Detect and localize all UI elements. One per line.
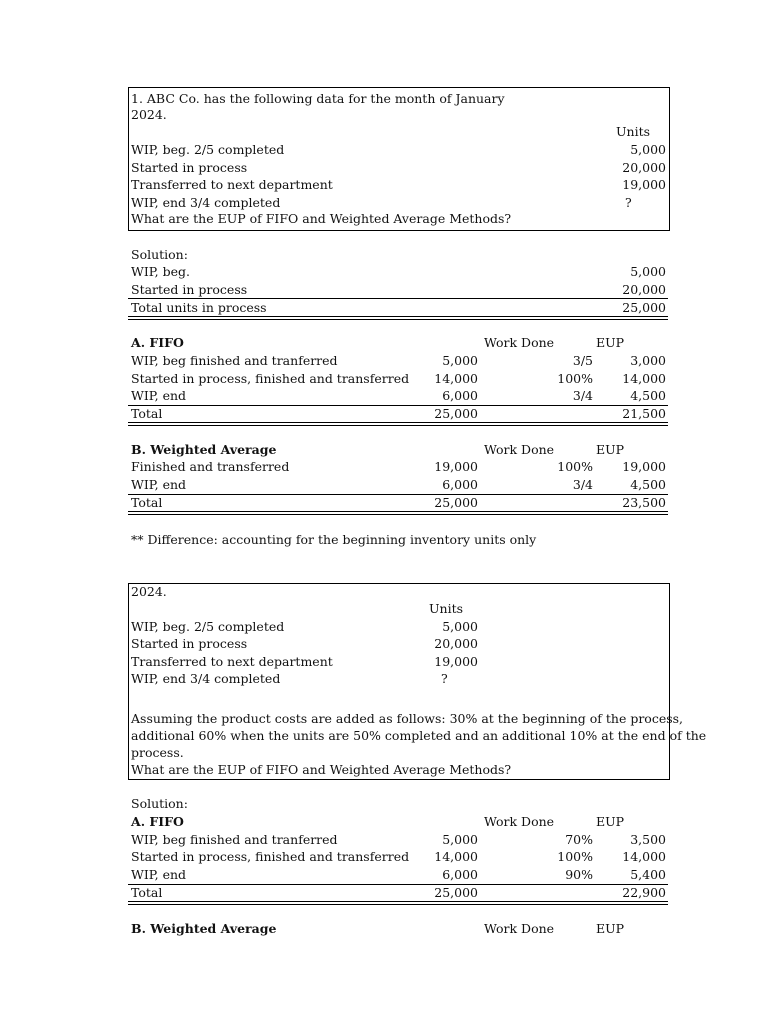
fifo-row-label: Started in process, finished and transferred: [131, 371, 410, 386]
wa-row-eup: 4,500: [630, 477, 666, 492]
fifo-row-eup: 4,500: [630, 388, 666, 403]
fifo-row-work: 70%: [565, 832, 593, 847]
fifo-row-eup: 3,000: [630, 353, 666, 368]
sol1-row-value: 20,000: [622, 282, 666, 297]
fifo-total-units: 25,000: [434, 885, 478, 900]
sol1-row-label: WIP, beg.: [131, 264, 190, 279]
eup-header: EUP: [596, 921, 625, 936]
eup-header: EUP: [596, 814, 625, 829]
problem-2-line-1: 2024.: [131, 584, 167, 599]
wa-row-label: WIP, end: [131, 477, 187, 492]
double-underline: [128, 316, 668, 320]
fifo-row-label: WIP, beg finished and tranferred: [131, 353, 338, 368]
difference-note: ** Difference: accounting for the beginning inventory units only: [131, 532, 537, 547]
double-underline: [128, 901, 668, 905]
fifo-row-work: 3/4: [572, 388, 593, 403]
q2-row-label: Started in process: [131, 636, 248, 651]
wa-total-label: Total: [131, 495, 163, 510]
eup-header: EUP: [596, 442, 625, 457]
fifo-row-eup: 14,000: [622, 849, 666, 864]
wa-title: B. Weighted Average: [131, 921, 277, 936]
fifo-row-work: 90%: [565, 867, 593, 882]
problem-2-paragraph: process.: [131, 745, 184, 760]
sol1-row-label: Started in process: [131, 282, 248, 297]
q2-row-label: Transferred to next department: [131, 654, 333, 669]
q1-row-label: WIP, end 3/4 completed: [131, 195, 281, 210]
fifo-title: A. FIFO: [131, 335, 184, 350]
divider: [128, 298, 668, 299]
q1-row-value: 5,000: [630, 142, 666, 157]
eup-header: EUP: [596, 335, 625, 350]
wa-row-eup: 19,000: [622, 459, 666, 474]
fifo-total-label: Total: [131, 885, 163, 900]
wa-title: B. Weighted Average: [131, 442, 277, 457]
q1-row-label: Transferred to next department: [131, 177, 333, 192]
q2-row-value: 20,000: [434, 636, 478, 651]
sol1-total-label: Total units in process: [131, 300, 267, 315]
wa-row-units: 19,000: [434, 459, 478, 474]
fifo-row-work: 100%: [557, 371, 593, 386]
fifo-row-units: 5,000: [442, 353, 478, 368]
wa-row-label: Finished and transferred: [131, 459, 290, 474]
work-done-header: Work Done: [484, 921, 555, 936]
problem-2-paragraph: additional 60% when the units are 50% completed and an additional 10% at the end of the: [131, 728, 707, 743]
q2-row-label: WIP, beg. 2/5 completed: [131, 619, 285, 634]
work-done-header: Work Done: [484, 442, 555, 457]
fifo-row-eup: 14,000: [622, 371, 666, 386]
fifo-total-units: 25,000: [434, 406, 478, 421]
divider: [128, 884, 668, 885]
wa-row-units: 6,000: [442, 477, 478, 492]
sol1-row-value: 5,000: [630, 264, 666, 279]
double-underline: [128, 422, 668, 426]
fifo-total-label: Total: [131, 406, 163, 421]
fifo-total-eup: 22,900: [622, 885, 666, 900]
fifo-row-work: 3/5: [572, 353, 593, 368]
problem-1-line-1: 1. ABC Co. has the following data for the month of January: [131, 91, 505, 106]
q1-row-value: 19,000: [622, 177, 666, 192]
q1-row-value: 20,000: [622, 160, 666, 175]
q1-row-label: Started in process: [131, 160, 248, 175]
problem-2-question: What are the EUP of FIFO and Weighted Average Methods?: [131, 762, 512, 777]
fifo-row-eup: 3,500: [630, 832, 666, 847]
solution-title: Solution:: [131, 247, 188, 262]
q1-row-value: ?: [625, 195, 632, 210]
fifo-row-units: 14,000: [434, 371, 478, 386]
q2-row-label: WIP, end 3/4 completed: [131, 671, 281, 686]
fifo-row-label: WIP, end: [131, 388, 187, 403]
units-header: Units: [429, 601, 464, 616]
fifo-title: A. FIFO: [131, 814, 184, 829]
solution-title: Solution:: [131, 796, 188, 811]
fifo-row-label: WIP, end: [131, 867, 187, 882]
q1-row-label: WIP, beg. 2/5 completed: [131, 142, 285, 157]
fifo-row-label: WIP, beg finished and tranferred: [131, 832, 338, 847]
work-done-header: Work Done: [484, 335, 555, 350]
q2-row-value: 19,000: [434, 654, 478, 669]
sol1-total-value: 25,000: [622, 300, 666, 315]
q2-row-value: ?: [441, 671, 448, 686]
units-header: Units: [616, 124, 651, 139]
wa-row-work: 100%: [557, 459, 593, 474]
divider: [128, 494, 668, 495]
fifo-row-units: 6,000: [442, 867, 478, 882]
divider: [128, 405, 668, 406]
problem-2-paragraph: Assuming the product costs are added as follows: 30% at the beginning of the process,: [131, 711, 684, 726]
fifo-row-work: 100%: [557, 849, 593, 864]
problem-1-line-2: 2024.: [131, 107, 167, 122]
fifo-row-units: 5,000: [442, 832, 478, 847]
fifo-row-units: 14,000: [434, 849, 478, 864]
fifo-row-eup: 5,400: [630, 867, 666, 882]
wa-total-eup: 23,500: [622, 495, 666, 510]
fifo-total-eup: 21,500: [622, 406, 666, 421]
q2-row-value: 5,000: [442, 619, 478, 634]
fifo-row-label: Started in process, finished and transferred: [131, 849, 410, 864]
problem-1-question: What are the EUP of FIFO and Weighted Average Methods?: [131, 211, 512, 226]
double-underline: [128, 511, 668, 515]
work-done-header: Work Done: [484, 814, 555, 829]
wa-total-units: 25,000: [434, 495, 478, 510]
fifo-row-units: 6,000: [442, 388, 478, 403]
wa-row-work: 3/4: [572, 477, 593, 492]
